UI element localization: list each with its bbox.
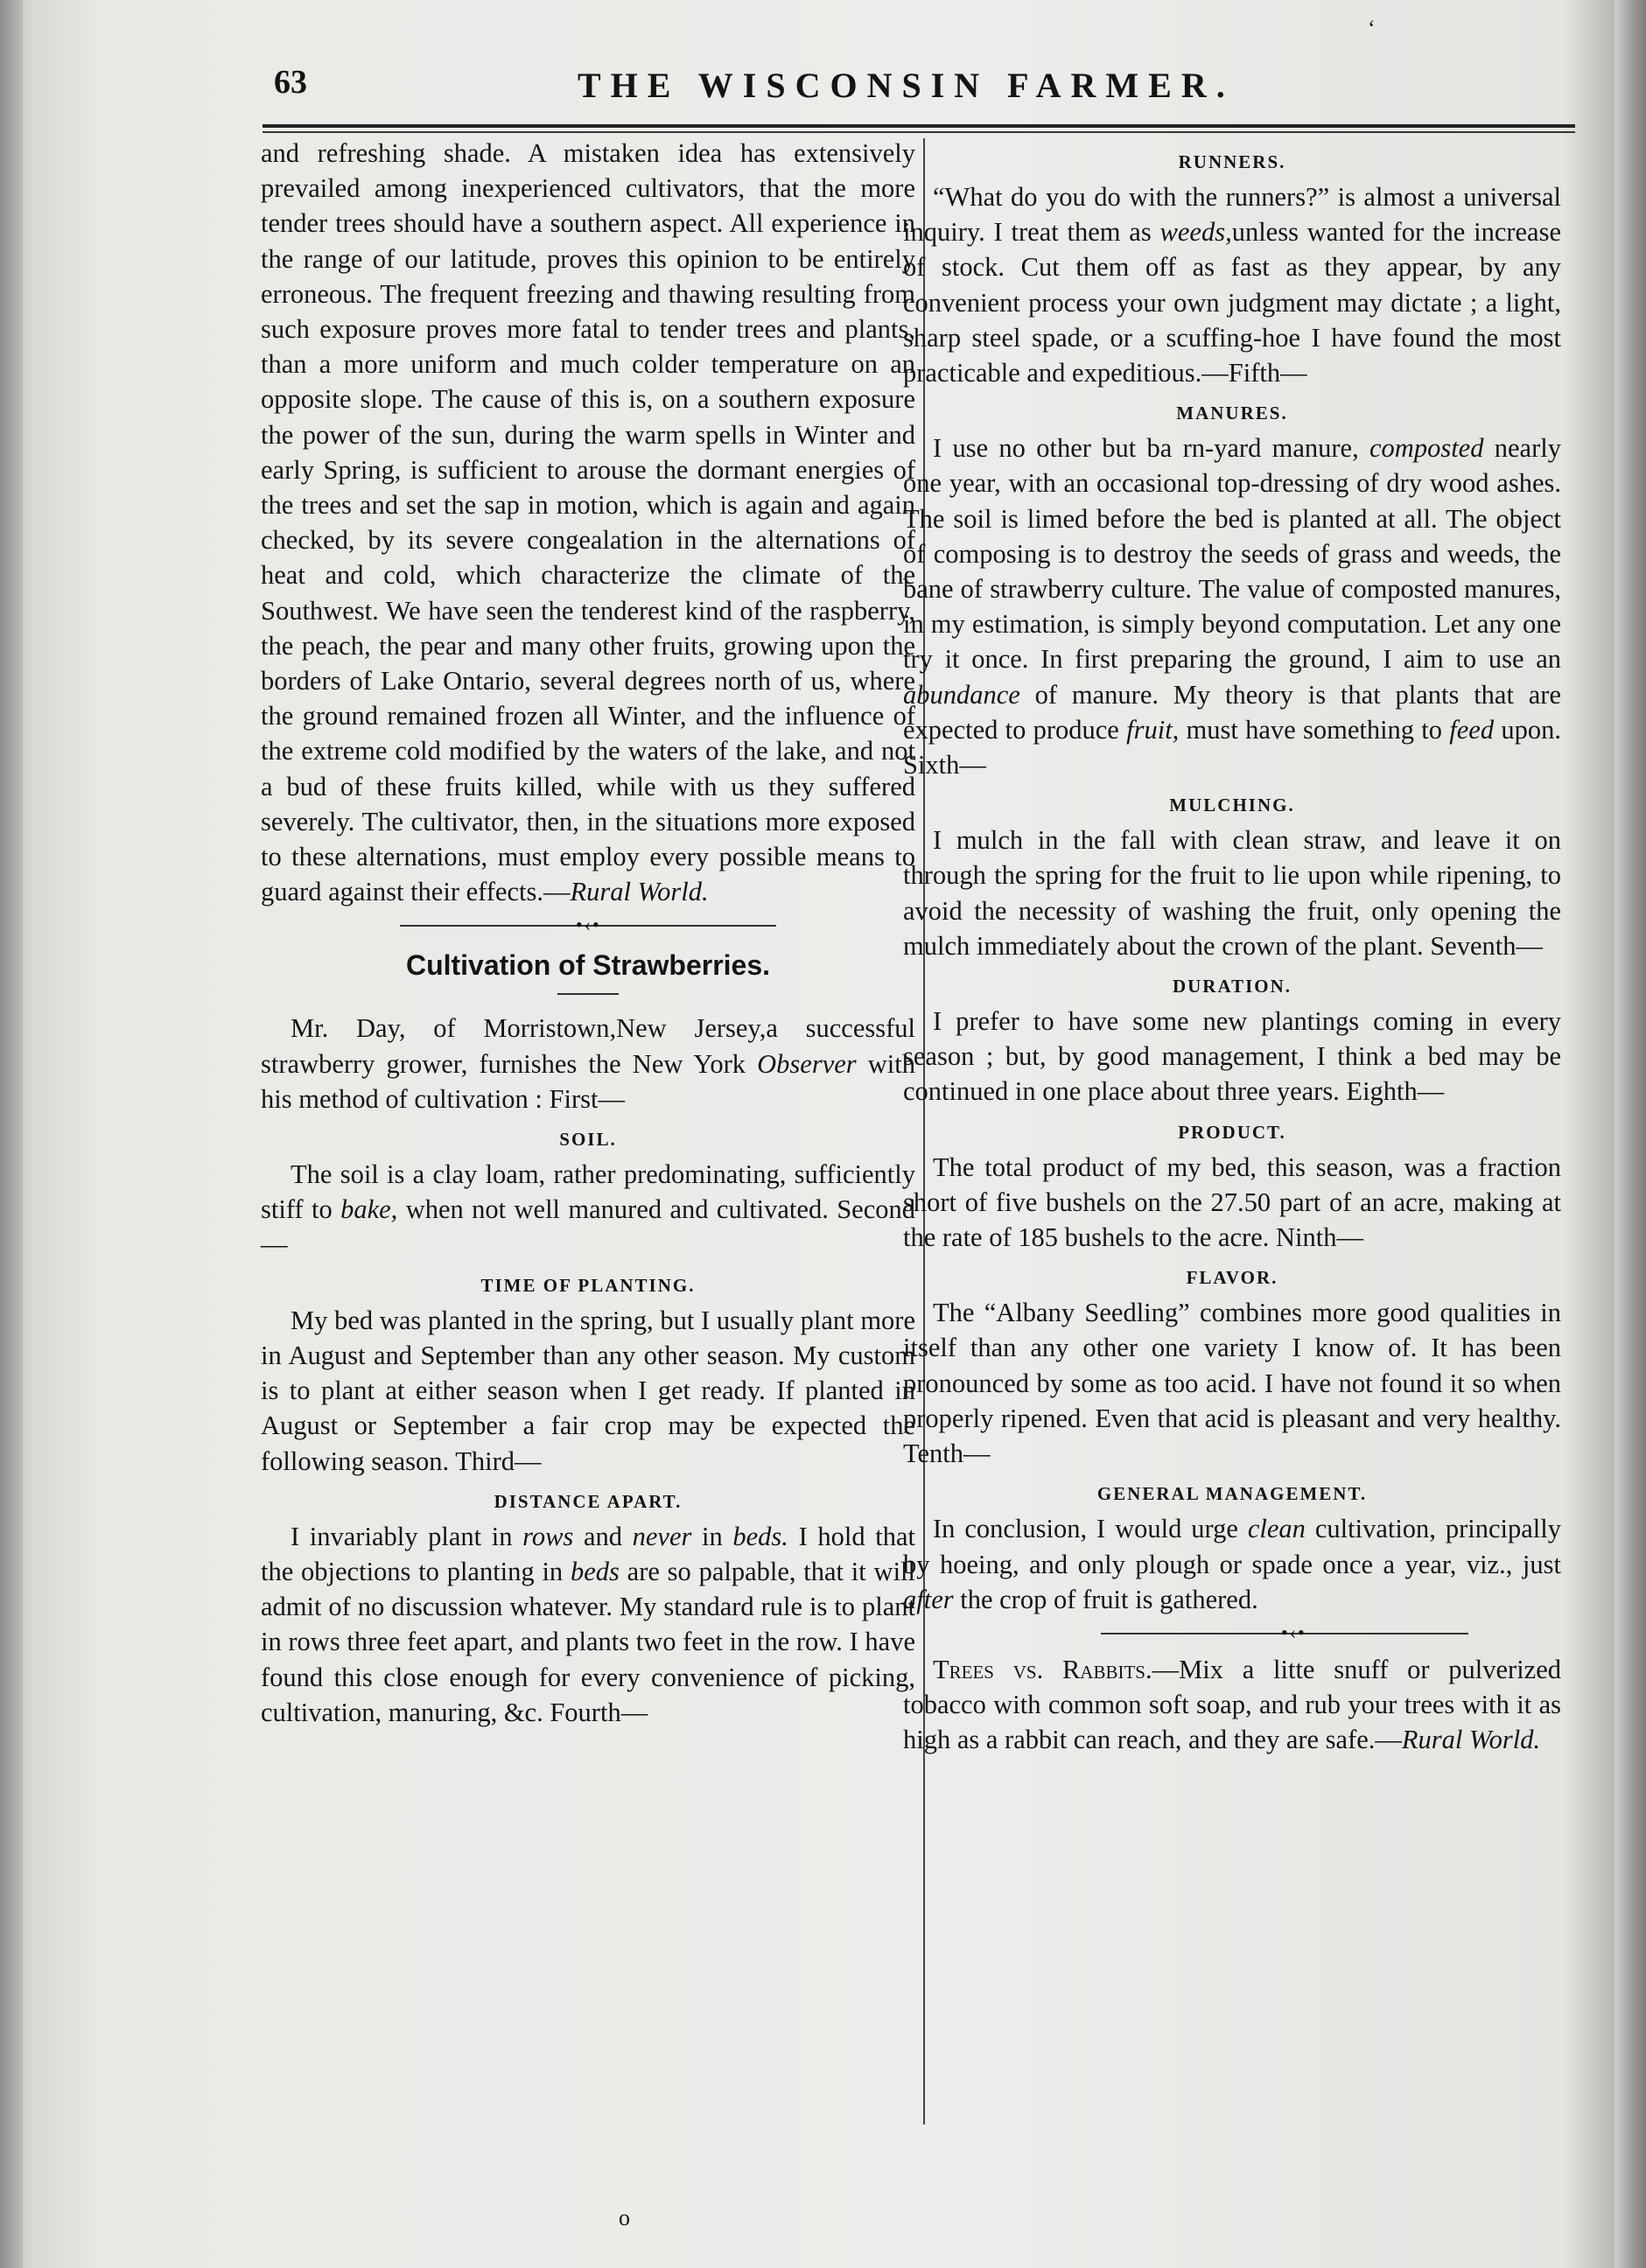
title-rule xyxy=(557,993,619,995)
article-title: Cultivation of Strawberries. xyxy=(405,949,771,982)
heading-duration: DURATION. xyxy=(1172,976,1292,998)
header-rule xyxy=(263,124,1575,128)
section-ornament: •‹• xyxy=(261,914,915,941)
running-head-title: THE WISCONSIN FARMER. xyxy=(578,66,1235,105)
heading-flavor: FLAVOR. xyxy=(1186,1267,1278,1289)
product-paragraph: The total product of my bed, this season, was a fraction short of five bushels on the 27.50 part of an acre, making at the rate of 185 bushels to the acre. Ninth— xyxy=(903,1152,1561,1253)
duration-paragraph: I prefer to have some new plantings coming in every season ; but, by good management, I think a bed may be continued in one place about three years. Eighth— xyxy=(903,1006,1561,1107)
heading-manures: MANURES. xyxy=(1176,402,1288,424)
section-ornament-2: •‹• xyxy=(903,1622,1561,1648)
general-paragraph: In conclusion, I would urge clean cultivation, principally by hoeing, and only plough or spade once a year, viz., just after the crop of fruit is gathered. xyxy=(903,1514,1561,1614)
shade-paragraph xyxy=(261,136,915,909)
heading-mulching: MULCHING. xyxy=(1169,794,1295,816)
mulching-paragraph: I mulch in the fall with clean straw, and leave it on through the spring for the fruit to lie upon while ripening, to avoid the necessity of washing the fruit, only opening the mulch immediately about the crown of the plant. Seventh— xyxy=(903,825,1561,961)
source-credit: Rural World. xyxy=(570,877,709,907)
shade-paragraph-text: and refreshing shade. A mistaken idea has extensively prevailed among inexperienced cultivators, that the more tender trees should have a southern aspect. All experience in the range of our latitude, proves this opinion to be entirely erroneous. The frequent freezing and thawing resulting from such exposure proves more fatal to tender trees and plants, than a more uniform and much colder temperature on an opposite slope. The cause of this is, on a southern exposure the power of the sun, during the warm spells in Winter and early Spring, is sufficient to arouse the dormant energies of the trees and set the sap in motion, which is again and again checked, by its severe congealation in the alternations of heat and cold, which characterize the climate of the Southwest. We have seen the tenderest kind of the raspberry, the peach, the pear and many other fruits, growing upon the borders of Lake Ontario, several degrees north of us, where the ground remained frozen all Winter, and the influence of the extreme cold modified by the waters of the lake, and not a bud of these fruits killed, while with us they suffered severely. The cultivator, then, in the situations more exposed to these alternations, must employ every possible means to guard against their effects.— xyxy=(261,138,915,907)
heading-runners: RUNNERS. xyxy=(1178,151,1286,172)
trees-source-credit: Rural World. xyxy=(1401,1725,1541,1755)
heading-time-of-planting: TIME OF PLANTING. xyxy=(480,1274,696,1296)
page-right-edge xyxy=(1614,0,1646,2268)
time-paragraph: My bed was planted in the spring, but I usually plant more in August and September than any other season. My custom is to plant at either season when I get ready. If planted in August or September a fair crop may be expected the following season. Third— xyxy=(261,1305,915,1476)
heading-soil: SOIL. xyxy=(559,1129,617,1151)
heading-general-management: GENERAL MANAGEMENT. xyxy=(1096,1483,1368,1505)
distance-paragraph: I invariably plant in rows and never in beds. I hold that the objections to planting in beds are so palpable, that it will admit of no discussion whatever. My standard rule is to plant in rows three feet apart, and plants two feet in the row. I have found this close enough for every convenience of picking, cultivation, manuring, &c. Fourth— xyxy=(261,1521,915,1727)
runners-paragraph: “What do you do with the runners?” is almost a universal inquiry. I treat them as weeds,unless wanted for the increase of stock. Cut them off as fast as they appear, by any convenient process your own judgment may dictate ; a light, sharp steel spade, or a scuffing-hoe I have found the most practicable and expeditious.—Fifth— xyxy=(903,182,1561,388)
intro-paragraph: Mr. Day, of Morristown,New Jersey,a successful strawberry grower, furnishes the New York Observer with his method of cultivation : First— xyxy=(261,1013,915,1114)
trees-vs-rabbits-title: Trees vs. Rabbits. xyxy=(933,1654,1152,1684)
heading-distance-apart: DISTANCE APART. xyxy=(494,1490,683,1512)
right-column xyxy=(903,136,1561,1758)
trees-vs-rabbits-paragraph: Trees vs. Rabbits.—Mix a litte snuff or pulverized tobacco with common soft soap, and rub your trees with it as high as a rabbit can reach, and they are safe.—Rural World. xyxy=(903,1654,1561,1755)
page-number: 63 xyxy=(274,64,307,101)
flavor-paragraph: The “Albany Seedling” combines more good qualities in itself than any other one variety I know of. It has been pronounced by some as too acid. I have not found it so when properly ripened. Even that acid is pleasant and very healthy. Tenth— xyxy=(903,1298,1561,1469)
soil-paragraph: The soil is a clay loam, rather predominating, sufficiently stiff to bake, when not well manured and cultivated. Second— xyxy=(261,1159,915,1260)
header-rule-thin xyxy=(263,131,1575,133)
heading-product: PRODUCT. xyxy=(1178,1121,1286,1143)
ink-speck: ʻ xyxy=(1368,16,1376,41)
book-binding-edge xyxy=(0,0,23,2268)
manures-paragraph: I use no other but ba rn-yard manure, composted nearly one year, with an occasional top-dressing of dry wood ashes. The soil is limed before the bed is planted at all. The object of composing is to destroy the seeds of grass and weeds, the bane of strawberry culture. The value of composted manures, in my estimation, is simply beyond computation. Let any one try it once. In first preparing the ground, I aim to use an abundance of manure. My theory is that plants that are expected to produce fruit, must have something to feed upon. Sixth— xyxy=(903,433,1561,780)
footer-mark: o xyxy=(619,2205,630,2230)
left-column xyxy=(261,136,915,1730)
